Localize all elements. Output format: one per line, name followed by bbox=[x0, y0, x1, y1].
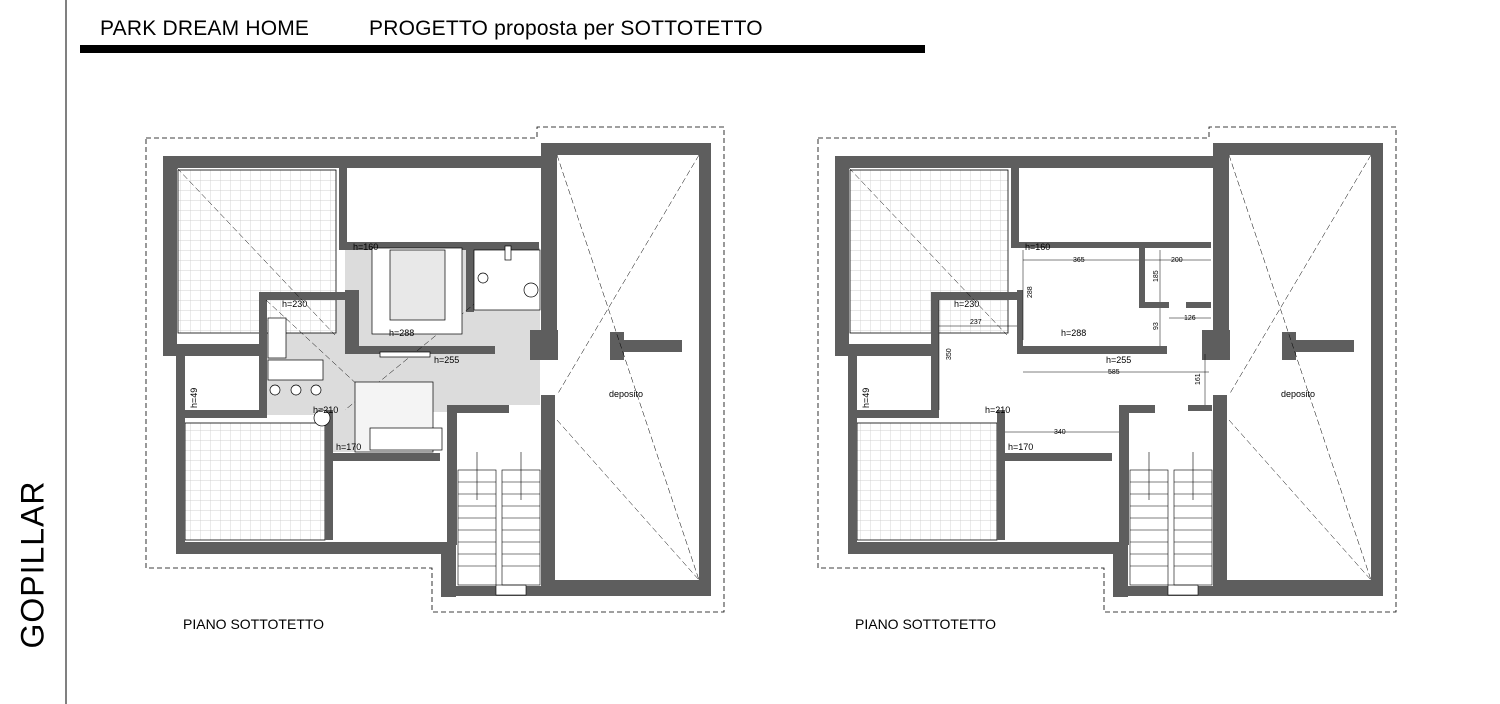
label-h160: h=160 bbox=[353, 242, 379, 252]
dim-93: 93 bbox=[1153, 322, 1160, 330]
label-h230: h=230 bbox=[954, 299, 980, 309]
label-h288: h=288 bbox=[389, 328, 415, 338]
dim-288: 288 bbox=[1027, 286, 1034, 298]
label-h170: h=170 bbox=[1008, 442, 1034, 452]
dim-585: 585 bbox=[1108, 369, 1120, 376]
label-h230: h=230 bbox=[282, 299, 308, 309]
label-h255: h=255 bbox=[434, 355, 460, 365]
label-h160: h=160 bbox=[1025, 242, 1051, 252]
terrace-south bbox=[857, 423, 997, 540]
label-h49: h=49 bbox=[861, 387, 871, 408]
label-deposito: deposito bbox=[609, 389, 644, 399]
logo-text: GOPILLAR bbox=[14, 480, 51, 649]
plan-caption-current: PIANO SOTTOTETTO bbox=[183, 616, 325, 632]
plan-caption-proposal: PIANO SOTTOTETTO bbox=[855, 616, 997, 632]
label-h49: h=49 bbox=[189, 387, 199, 408]
label-deposito: deposito bbox=[1281, 389, 1316, 399]
dim-161: 161 bbox=[1195, 373, 1202, 385]
dim-200: 200 bbox=[1171, 257, 1183, 264]
dim-340: 340 bbox=[1054, 429, 1066, 436]
dim-126: 126 bbox=[1184, 315, 1196, 322]
label-h170: h=170 bbox=[336, 442, 362, 452]
label-h210: h=210 bbox=[313, 405, 339, 415]
label-h210: h=210 bbox=[985, 405, 1011, 415]
dim-185: 185 bbox=[1153, 270, 1160, 282]
dim-350: 350 bbox=[946, 348, 953, 360]
dim-365: 365 bbox=[1073, 257, 1085, 264]
dim-237: 237 bbox=[970, 319, 982, 326]
label-h255: h=255 bbox=[1106, 355, 1132, 365]
stair bbox=[1130, 452, 1212, 585]
project-name: PARK DREAM HOME bbox=[100, 17, 310, 40]
label-h288: h=288 bbox=[1061, 328, 1087, 338]
project-subtitle: PROGETTO proposta per SOTTOTETTO bbox=[369, 17, 763, 40]
